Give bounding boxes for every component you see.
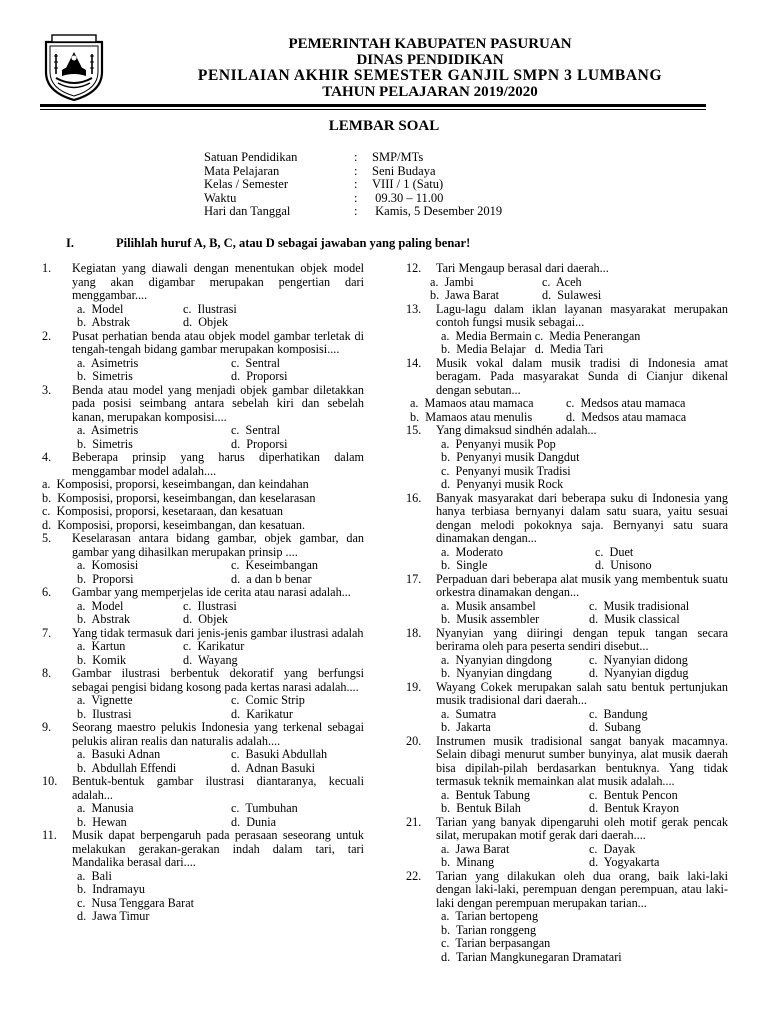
question-number: 13. bbox=[406, 301, 422, 316]
answer-option: c. Basuki Abdullah bbox=[231, 747, 328, 761]
answer-option: a. Moderato bbox=[441, 544, 503, 559]
answer-option: b. Simetris bbox=[77, 436, 133, 451]
info-colon: : bbox=[354, 190, 358, 205]
answer-option: b. Penyanyi musik Dangdut bbox=[441, 450, 580, 464]
header-divider-thin bbox=[40, 109, 706, 110]
answer-option: b. Proporsi bbox=[77, 571, 134, 586]
question-number: 14. bbox=[406, 355, 422, 370]
info-value: SMP/MTs bbox=[372, 150, 424, 164]
exam-info bbox=[204, 151, 502, 219]
answer-options bbox=[406, 397, 728, 424]
answer-option: a. Media Bermain c. Media Penerangan bbox=[441, 328, 641, 343]
answer-option: b. Indramayu bbox=[77, 882, 146, 896]
answer-options bbox=[42, 600, 364, 627]
info-row bbox=[204, 205, 502, 219]
answer-option: d. Proporsi bbox=[231, 369, 288, 383]
answer-options bbox=[42, 357, 364, 384]
info-label: Waktu bbox=[204, 190, 237, 205]
answer-option: d. Unisono bbox=[595, 558, 652, 572]
answer-option: d. Objek bbox=[183, 315, 229, 329]
answer-option: a. Manusia bbox=[77, 801, 134, 815]
answer-option: b. Media Belajar d. Media Tari bbox=[441, 342, 604, 356]
question-item bbox=[42, 829, 364, 924]
answer-option: d. Proporsi bbox=[231, 436, 288, 451]
question-text: Tarian yang dilakukan oleh dua orang, baik laki-laki dengan laki-laki, perempuan dengan perempuan, atau laki-laki dengan perempuan merupakan tarian... bbox=[436, 868, 728, 910]
info-label: Kelas / Semester bbox=[204, 177, 289, 191]
answer-option: d. Karikatur bbox=[231, 706, 293, 721]
question-number: 15. bbox=[406, 423, 422, 437]
answer-option: c. Duet bbox=[595, 544, 634, 559]
question-text: Banyak masyarakat dari beberapa suku di Indonesia yang hanya terbiasa bernyanyi dalam satu suara, yaitu sesuai dengan melodi pokoknya saja. Bernyanyi satu suara dinamakan dengan... bbox=[436, 490, 728, 545]
question-item bbox=[406, 573, 728, 627]
answer-options bbox=[406, 789, 728, 816]
answer-option: a. Jambi bbox=[430, 274, 474, 289]
question-text: Musik dapat berpengaruh pada perasaan seseorang untuk melakukan gerakan-gerakan indah dalam tari, tari Mandalika berasal dari.... bbox=[72, 828, 364, 869]
question-text: Benda atau model yang menjadi objek gambar diletakkan pada posisi seimbang antara sebelah kiri dan sebelah kanan, merupakan komposisi.... bbox=[72, 382, 364, 424]
answer-option: a. Bentuk Tabung bbox=[441, 787, 530, 802]
answer-options bbox=[42, 870, 364, 924]
question-item bbox=[406, 424, 728, 492]
question-item bbox=[42, 384, 364, 452]
answer-options bbox=[406, 276, 728, 303]
answer-option: b. Jakarta bbox=[441, 720, 491, 734]
questions-right-column bbox=[406, 262, 728, 964]
info-colon: : bbox=[354, 163, 358, 178]
question-item bbox=[42, 775, 364, 829]
question-item bbox=[406, 735, 728, 816]
answer-option: d. Musik classical bbox=[589, 612, 680, 626]
question-number: 9. bbox=[42, 720, 52, 734]
answer-option: d. Jawa Timur bbox=[77, 909, 150, 923]
answer-option: b. Minang bbox=[441, 855, 495, 869]
question-text: Lagu-lagu dalam iklan layanan masyarakat merupakan contoh fungsi musik sebagai... bbox=[436, 301, 728, 329]
question-number: 2. bbox=[42, 328, 52, 343]
answer-option: c. Tarian berpasangan bbox=[441, 936, 551, 950]
answer-option: a. Vignette bbox=[77, 693, 133, 707]
answer-option: a. Bali bbox=[77, 868, 112, 883]
info-colon: : bbox=[354, 150, 358, 164]
answer-option: a. Musik ansambel bbox=[441, 598, 536, 613]
question-number: 18. bbox=[406, 625, 422, 640]
answer-option: d. Dunia bbox=[231, 814, 277, 829]
question-text: Perpaduan dari beberapa alat musik yang membentuk suatu orkestra dinamakan dengan... bbox=[436, 571, 728, 599]
question-text: Tarian yang banyak dipengaruhi oleh motif gerak pencak silat, merupakan motif gerak dari daerah.... bbox=[436, 814, 728, 842]
answer-option: b. Abstrak bbox=[77, 612, 131, 626]
answer-option: d. Yogyakarta bbox=[589, 855, 660, 869]
answer-option: d. Nyanyian digdug bbox=[589, 666, 689, 680]
question-text: Tari Mengaup berasal dari daerah... bbox=[436, 261, 609, 275]
answer-option: c. Medsos atau mamaca bbox=[566, 396, 686, 410]
answer-option: b. Single bbox=[441, 558, 488, 572]
answer-option: c. Dayak bbox=[589, 841, 636, 856]
question-item bbox=[406, 303, 728, 357]
answer-option: c. Bandung bbox=[589, 706, 648, 721]
answer-option: a. Penyanyi musik Pop bbox=[441, 436, 556, 451]
answer-options bbox=[42, 424, 364, 451]
instruction-number: I. bbox=[66, 236, 74, 250]
answer-options bbox=[42, 303, 364, 330]
info-colon: : bbox=[354, 204, 358, 218]
instruction-text: Pilihlah huruf A, B, C, atau D sebagai jawaban yang paling benar! bbox=[116, 236, 471, 250]
question-item bbox=[406, 870, 728, 965]
header-school-year: TAHUN PELAJARAN 2019/2020 bbox=[322, 84, 538, 100]
answer-option: d. Subang bbox=[589, 720, 641, 734]
answer-option: b. Simetris bbox=[77, 369, 133, 383]
answer-options bbox=[42, 559, 364, 586]
answer-option: c. Sentral bbox=[231, 423, 281, 437]
question-text: Yang tidak termasuk dari jenis-jenis gambar ilustrasi adalah bbox=[72, 625, 364, 640]
question-text: Bentuk-bentuk gambar ilustrasi diantaranya, kecuali adalah... bbox=[72, 774, 364, 802]
questions-left-column bbox=[42, 262, 364, 924]
answer-option: b. Komposisi, proporsi, keseimbangan, dan keselarasan bbox=[42, 490, 316, 505]
question-text: Nyanyian yang diiringi dengan tepuk tangan secara berirama oleh para peserta sendiri disebut... bbox=[436, 625, 728, 653]
answer-option: d. Wayang bbox=[183, 652, 238, 667]
answer-option: d. Sulawesi bbox=[542, 288, 602, 302]
question-text: Wayang Cokek merupakan salah satu bentuk pertunjukan musik tradisional dari daerah... bbox=[436, 679, 728, 707]
answer-option: b. Tarian ronggeng bbox=[441, 922, 537, 937]
question-item bbox=[42, 451, 364, 532]
answer-option: c. Nyanyian didong bbox=[589, 652, 688, 667]
answer-option: c. Keseimbangan bbox=[231, 558, 318, 572]
question-item bbox=[406, 681, 728, 735]
question-text: Musik vokal dalam musik tradisi di Indonesia amat beragam. Pada masyarakat Sunda di Cianjur dikenal dengan sebutan... bbox=[436, 355, 728, 397]
answer-option: a. Nyanyian dingdong bbox=[441, 652, 553, 667]
question-item bbox=[406, 627, 728, 681]
header-divider-thick bbox=[40, 104, 706, 107]
info-row bbox=[204, 192, 502, 206]
answer-option: b. Bentuk Bilah bbox=[441, 801, 521, 815]
answer-option: b. Mamaos atau menulis bbox=[410, 409, 533, 424]
answer-options bbox=[406, 843, 728, 870]
question-number: 20. bbox=[406, 733, 422, 748]
answer-option: d. Objek bbox=[183, 612, 229, 626]
answer-option: b. Jawa Barat bbox=[430, 288, 500, 302]
question-item bbox=[406, 492, 728, 573]
info-value: 09.30 – 11.00 bbox=[372, 190, 444, 205]
answer-option: d. a dan b benar bbox=[231, 571, 312, 586]
info-label: Satuan Pendidikan bbox=[204, 150, 298, 164]
question-text: Kegiatan yang diawali dengan menentukan objek model yang akan digambar merupakan pengertian dari menggambar.... bbox=[72, 261, 364, 302]
question-number: 4. bbox=[42, 450, 52, 464]
answer-option: a. Sumatra bbox=[441, 706, 497, 721]
answer-option: b. Komik bbox=[77, 652, 127, 667]
answer-option: c. Nusa Tenggara Barat bbox=[77, 895, 195, 910]
info-row bbox=[204, 178, 502, 192]
answer-options bbox=[406, 708, 728, 735]
info-colon: : bbox=[354, 177, 358, 191]
answer-option: a. Asimetris bbox=[77, 355, 139, 370]
answer-option: b. Abstrak bbox=[77, 315, 131, 329]
answer-option: a. Model bbox=[77, 598, 124, 613]
question-item bbox=[406, 262, 728, 303]
page-title: LEMBAR SOAL bbox=[328, 118, 440, 134]
question-number: 10. bbox=[42, 774, 58, 788]
question-number: 21. bbox=[406, 814, 422, 829]
answer-option: a. Mamaos atau mamaca bbox=[410, 396, 534, 410]
info-row bbox=[204, 165, 502, 179]
answer-option: b. Musik assembler bbox=[441, 612, 540, 626]
answer-option: a. Tarian bertopeng bbox=[441, 909, 539, 923]
question-number: 6. bbox=[42, 585, 52, 599]
question-number: 8. bbox=[42, 666, 52, 680]
info-row bbox=[204, 151, 502, 165]
question-number: 16. bbox=[406, 490, 422, 505]
info-label: Hari dan Tanggal bbox=[204, 204, 291, 218]
info-value: Kamis, 5 Desember 2019 bbox=[372, 204, 503, 218]
answer-option: d. Penyanyi musik Rock bbox=[441, 477, 564, 491]
question-text: Gambar yang memperjelas ide cerita atau narasi adalah... bbox=[72, 585, 351, 599]
question-item bbox=[406, 357, 728, 425]
header-exam-name: PENILAIAN AKHIR SEMESTER GANJIL SMPN 3 LUMBANG bbox=[197, 67, 663, 84]
question-item bbox=[406, 816, 728, 870]
answer-option: c. Comic Strip bbox=[231, 693, 305, 707]
question-item bbox=[42, 667, 364, 721]
question-number: 1. bbox=[42, 261, 52, 275]
answer-option: c. Aceh bbox=[542, 274, 582, 289]
question-text: Seorang maestro pelukis Indonesia yang terkenal sebagai pelukis aliran realis dan naturalis adalah.... bbox=[72, 720, 364, 748]
kabupaten-pasuruan-emblem-icon bbox=[42, 32, 106, 102]
question-number: 22. bbox=[406, 868, 422, 883]
info-value: Seni Budaya bbox=[372, 163, 436, 178]
question-item bbox=[42, 330, 364, 384]
answer-option: a. Asimetris bbox=[77, 423, 139, 437]
answer-option: c. Musik tradisional bbox=[589, 598, 690, 613]
answer-options bbox=[42, 748, 364, 775]
answer-options bbox=[42, 694, 364, 721]
question-text: Yang dimaksud sindhén adalah... bbox=[436, 423, 597, 437]
answer-options bbox=[42, 640, 364, 667]
question-text: Beberapa prinsip yang harus diperhatikan dalam menggambar model adalah.... bbox=[72, 450, 364, 478]
question-number: 19. bbox=[406, 679, 422, 694]
answer-options bbox=[42, 802, 364, 829]
question-number: 17. bbox=[406, 571, 422, 586]
answer-option: d. Medsos atau mamaca bbox=[566, 409, 687, 424]
question-number: 5. bbox=[42, 531, 52, 545]
answer-option: b. Ilustrasi bbox=[77, 706, 132, 721]
answer-option: c. Tumbuhan bbox=[231, 801, 298, 815]
answer-option: c. Ilustrasi bbox=[183, 301, 237, 316]
answer-option: c. Bentuk Pencon bbox=[589, 787, 678, 802]
question-number: 11. bbox=[42, 828, 57, 842]
question-number: 7. bbox=[42, 625, 52, 640]
answer-options bbox=[406, 654, 728, 681]
answer-option: b. Abdullah Effendi bbox=[77, 760, 177, 775]
answer-options bbox=[406, 546, 728, 573]
header-department: DINAS PENDIDIKAN bbox=[356, 52, 504, 68]
question-text: Instrumen musik tradisional sangat banyak macamnya. Selain dibagi menurut sumber bunyinya, alat musik daerah bisa dipilah-pilah berdasarkan bentuknya. Yang tidak termasuk teknik memainkan alat musik adalah.... bbox=[436, 733, 728, 788]
question-text: Pusat perhatian benda atau objek model gambar terletak di tengah-tengah bidang gambar merupakan komposisi.... bbox=[72, 328, 364, 356]
question-item bbox=[42, 721, 364, 775]
answer-option: a. Kartun bbox=[77, 639, 126, 653]
answer-options bbox=[42, 478, 364, 532]
question-item bbox=[42, 627, 364, 668]
question-text: Gambar ilustrasi berbentuk dekoratif yang berfungsi sebagai pengisi bidang kosong pada kertas narasi adalah.... bbox=[72, 666, 364, 694]
answer-option: a. Jawa Barat bbox=[441, 841, 510, 856]
question-number: 12. bbox=[406, 261, 422, 275]
answer-option: a. Komosisi bbox=[77, 558, 139, 572]
answer-option: c. Penyanyi musik Tradisi bbox=[441, 463, 571, 478]
header-government: PEMERINTAH KABUPATEN PASURUAN bbox=[288, 36, 572, 52]
answer-option: b. Hewan bbox=[77, 814, 127, 829]
answer-option: d. Adnan Basuki bbox=[231, 760, 315, 775]
info-label: Mata Pelajaran bbox=[204, 163, 280, 178]
answer-option: d. Tarian Mangkunegaran Dramatari bbox=[441, 949, 622, 964]
answer-option: b. Nyanyian dingdang bbox=[441, 666, 553, 680]
answer-option: a. Komposisi, proporsi, keseimbangan, dan keindahan bbox=[42, 477, 309, 491]
info-value: VIII / 1 (Satu) bbox=[372, 177, 444, 191]
answer-options bbox=[406, 910, 728, 964]
question-number: 3. bbox=[42, 382, 52, 397]
answer-options bbox=[406, 330, 728, 357]
answer-option: a. Basuki Adnan bbox=[77, 747, 161, 761]
answer-option: c. Sentral bbox=[231, 355, 281, 370]
question-item bbox=[42, 262, 364, 330]
answer-option: c. Karikatur bbox=[183, 639, 245, 653]
question-item bbox=[42, 532, 364, 586]
answer-option: a. Model bbox=[77, 301, 124, 316]
question-text: Keselarasan antara bidang gambar, objek gambar, dan gambar yang dihasilkan merupakan prinsip .... bbox=[72, 531, 364, 559]
answer-options bbox=[406, 600, 728, 627]
answer-options bbox=[406, 438, 728, 492]
answer-option: d. Komposisi, proporsi, keseimbangan, dan kesatuan. bbox=[42, 517, 306, 532]
answer-option: c. Komposisi, proporsi, kesetaraan, dan kesatuan bbox=[42, 504, 283, 518]
answer-option: c. Ilustrasi bbox=[183, 598, 237, 613]
answer-option: d. Bentuk Krayon bbox=[589, 801, 680, 815]
question-item bbox=[42, 586, 364, 627]
